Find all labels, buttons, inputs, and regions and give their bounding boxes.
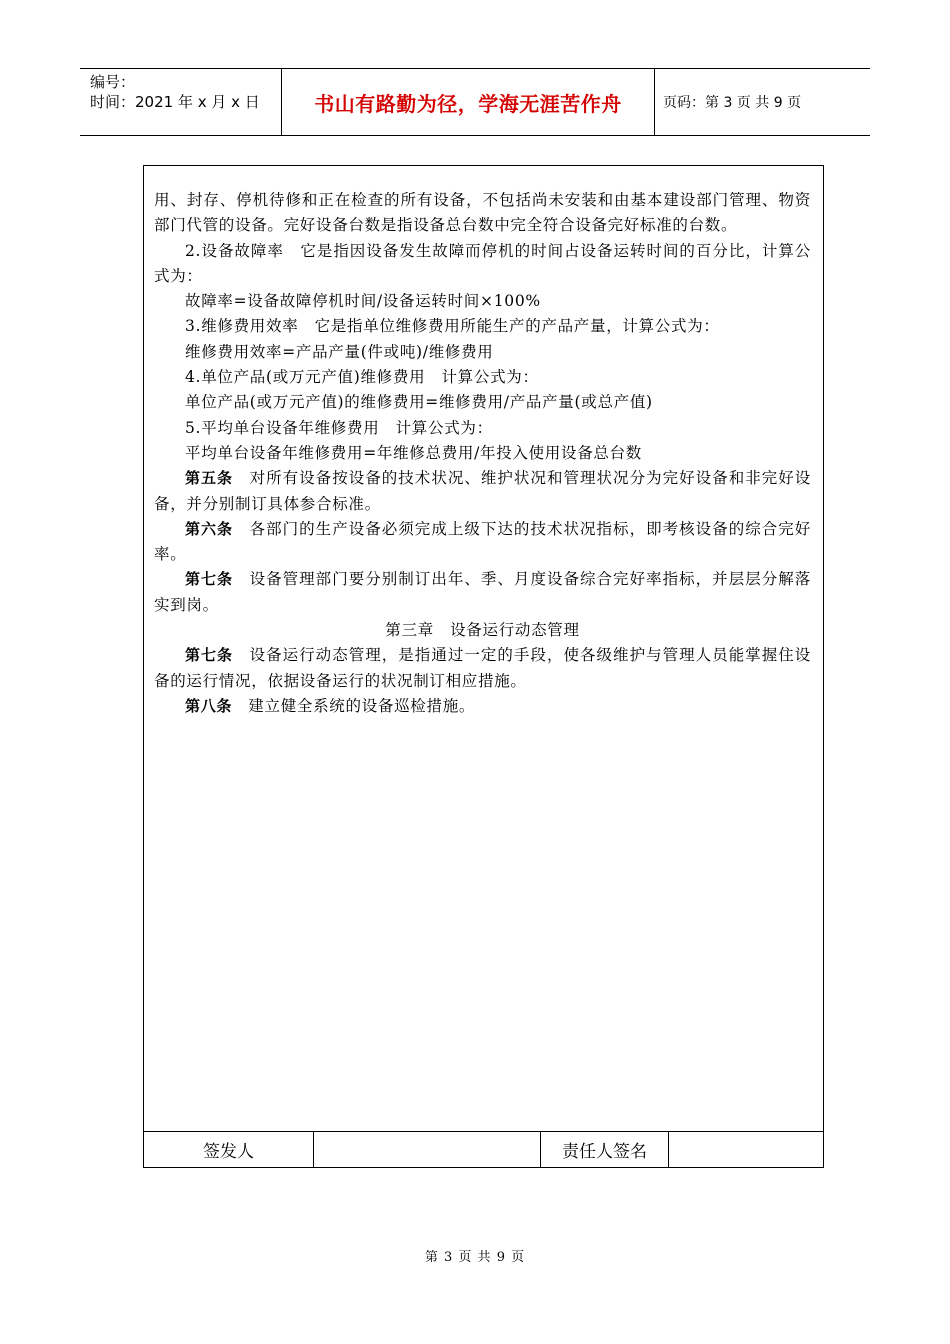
- article-label: 第五条: [185, 469, 234, 488]
- formula-line: 维修费用效率=产品产量(件或吨)/维修费用: [185, 342, 494, 361]
- article-text: 设备运行动态管理，是指通过一定的手段，使各级维护与管理人员能掌握住设备的运行情况，依据设备运行的状况制订相应措施。: [154, 646, 811, 690]
- document-body: [154, 188, 811, 719]
- paragraph: 5.平均单台设备年维修费用 计算公式为：: [185, 418, 493, 437]
- formula-line: 平均单台设备年维修费用=年维修总费用/年投入使用设备总台数: [185, 443, 643, 462]
- article-label: 第六条: [185, 519, 234, 538]
- formula-line: 故障率=设备故障停机时间/设备运转时间×100%: [185, 292, 541, 311]
- paragraph: 4.单位产品(或万元产值)维修费用 计算公式为：: [185, 368, 539, 387]
- article-paragraph: [154, 466, 811, 517]
- signature-row: [144, 1131, 823, 1167]
- paragraph: 2.设备故障率 它是指因设备发生故障而停机的时间占设备运转时间的百分比，计算公式为：: [154, 241, 811, 285]
- document-number-label: 编号：: [90, 73, 136, 91]
- responsible-label: 责任人签名: [541, 1132, 669, 1167]
- formula-line: 单位产品(或万元产值)的维修费用=维修费用/产品产量(或总产值): [185, 393, 653, 412]
- article-paragraph: [154, 643, 811, 694]
- article-label: 第七条: [185, 646, 234, 665]
- article-text: 对所有设备按设备的技术状况、维护状况和管理状况分为完好设备和非完好设备，并分别制订具体参合标准。: [154, 469, 811, 513]
- content-box: [143, 165, 824, 1168]
- paragraph: 3.维修费用效率 它是指单位维修费用所能生产的产品产量，计算公式为：: [185, 317, 720, 336]
- article-paragraph: [154, 567, 811, 618]
- header-page-info: 页码：第 3 页 共 9 页: [663, 95, 802, 111]
- article-text: 设备管理部门要分别制订出年、季、月度设备综合完好率指标，并层层分解落实到岗。: [154, 570, 811, 614]
- article-paragraph: [154, 694, 811, 719]
- document-time-label: 时间：2021 年 x 月 x 日: [90, 93, 260, 111]
- header-table: [80, 68, 870, 136]
- responsible-signature-field[interactable]: [669, 1132, 823, 1167]
- article-label: 第八条: [185, 696, 233, 715]
- issuer-label: 签发人: [144, 1132, 314, 1167]
- chapter-title: 第三章 设备运行动态管理: [385, 621, 580, 640]
- page-footer: 第 3 页 共 9 页: [424, 1250, 526, 1265]
- article-text: 建立健全系统的设备巡检措施。: [232, 696, 476, 715]
- article-paragraph: [154, 517, 811, 568]
- header-meta-cell: [80, 69, 282, 135]
- issuer-signature-field[interactable]: [314, 1132, 541, 1167]
- article-text: 各部门的生产设备必须完成上级下达的技术状况指标，即考核设备的综合完好率。: [154, 519, 811, 564]
- header-motto: 书山有路勤为径，学海无涯苦作舟: [282, 69, 655, 135]
- paragraph: 用、封存、停机待修和正在检查的所有设备，不包括尚未安装和由基本建设部门管理、物资部门代管的设备。完好设备台数是指设备总台数中完全符合设备完好标准的台数。: [154, 191, 811, 235]
- article-label: 第七条: [185, 570, 234, 589]
